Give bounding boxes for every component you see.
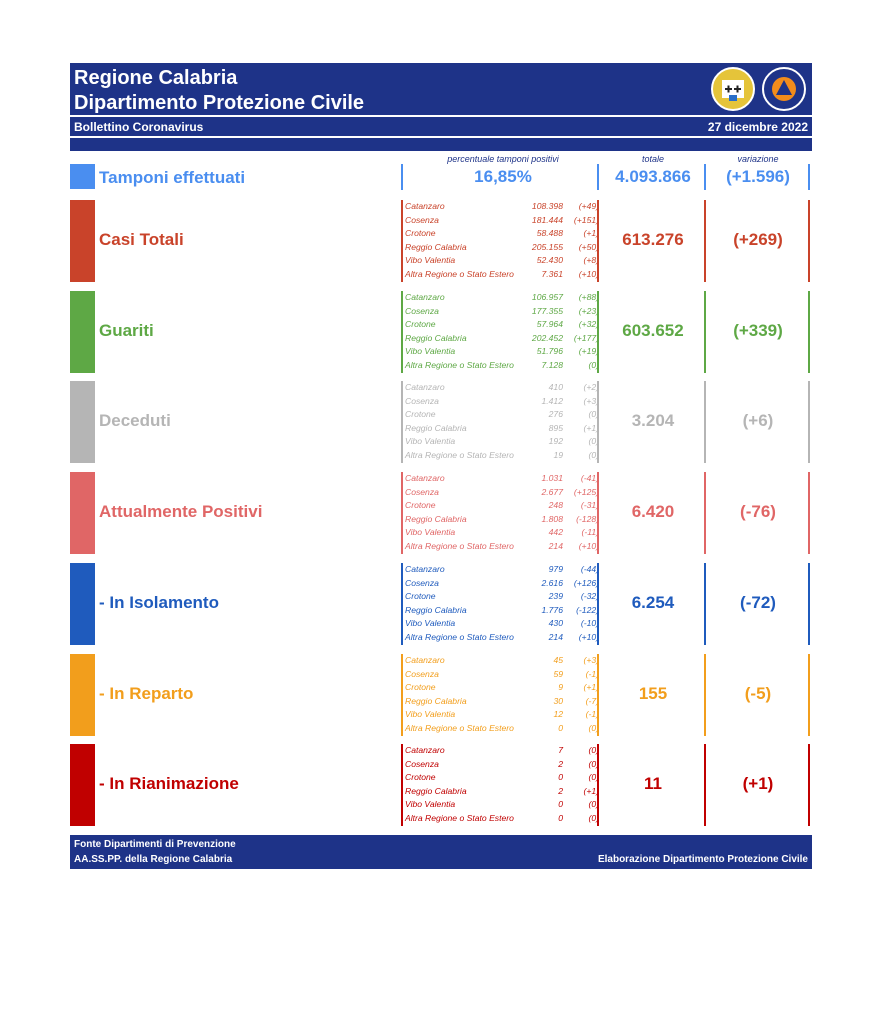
reparto-total: 155: [638, 684, 668, 703]
province-name: Crotone: [405, 409, 436, 419]
province-name: Cosenza: [405, 214, 439, 225]
province-value: 58.488: [536, 228, 563, 238]
province-delta: (+50): [578, 241, 599, 252]
breakdown-item: [405, 812, 601, 826]
province-value: 0: [558, 772, 563, 782]
breakdown-item: [405, 604, 601, 618]
province-name: Reggio Calabria: [405, 241, 467, 252]
header-strip: [70, 138, 812, 151]
guariti-breakdown: [405, 291, 601, 372]
province-delta: (+151): [573, 214, 599, 225]
province-delta: (0): [588, 436, 599, 446]
reparto-label: - In Reparto: [99, 684, 194, 703]
province-value: 442: [548, 527, 563, 537]
breakdown-item: [405, 318, 601, 332]
province-delta: (+10): [578, 540, 599, 551]
province-delta: (-32): [580, 591, 599, 601]
province-name: Reggio Calabria: [405, 785, 467, 796]
breakdown-item: [405, 577, 601, 591]
province-name: Crotone: [405, 682, 436, 692]
province-name: Cosenza: [405, 486, 439, 497]
protezione-civile-logo-icon: [762, 67, 806, 111]
province-delta: (0): [588, 359, 599, 370]
province-delta: (-7): [585, 695, 599, 706]
province-name: Altra Regione o Stato Estero: [405, 449, 514, 460]
province-delta: (0): [588, 449, 599, 460]
reparto-variation: (-5): [744, 684, 772, 703]
province-name: Catanzaro: [405, 292, 445, 302]
province-delta: (-128): [576, 513, 599, 524]
guariti-total: 603.652: [622, 321, 684, 340]
breakdown-item: [405, 305, 601, 319]
casi-variation: (+269): [733, 230, 783, 249]
province-delta: (+10): [578, 631, 599, 642]
province-name: Catanzaro: [405, 655, 445, 665]
breakdown-item: [405, 345, 601, 359]
tamponi-percent: 16,85%: [474, 167, 532, 186]
province-delta: (0): [588, 799, 599, 809]
breakdown-item: [405, 254, 601, 268]
province-delta: (+1): [583, 785, 599, 796]
province-name: Altra Regione o Stato Estero: [405, 268, 514, 279]
positivi-row: [70, 472, 812, 554]
province-value: 192: [548, 436, 563, 446]
breakdown-item: [405, 332, 601, 346]
breakdown-item: [405, 513, 601, 527]
province-delta: (0): [588, 812, 599, 823]
breakdown-item: [405, 408, 601, 422]
bulletin-date: 27 dicembre 2022: [707, 120, 808, 134]
breakdown-item: [405, 540, 601, 554]
col-header-percent: percentuale tamponi positivi: [447, 154, 559, 164]
province-delta: (+32): [578, 319, 599, 329]
province-name: Crotone: [405, 500, 436, 510]
breakdown-item: [405, 241, 601, 255]
province-delta: (+19): [578, 346, 599, 356]
positivi-variation: (-76): [740, 502, 776, 521]
province-value: 57.964: [536, 319, 563, 329]
province-delta: (-10): [580, 618, 599, 628]
province-delta: (+88): [578, 292, 599, 302]
breakdown-item: [405, 631, 601, 645]
guariti-variation: (+339): [733, 321, 783, 340]
breakdown-item: [405, 654, 601, 668]
province-value: 214: [548, 540, 563, 551]
province-name: Crotone: [405, 772, 436, 782]
divider: [401, 164, 403, 190]
rianimazione-total: 11: [644, 774, 662, 793]
province-delta: (0): [588, 745, 599, 755]
breakdown-item: [405, 435, 601, 449]
divider: [401, 381, 403, 463]
province-name: Vibo Valentia: [405, 799, 456, 809]
breakdown-item: [405, 359, 601, 373]
breakdown-item: [405, 472, 601, 486]
province-name: Cosenza: [405, 305, 439, 316]
province-name: Cosenza: [405, 668, 439, 679]
province-name: Cosenza: [405, 395, 439, 406]
isolamento-total: 6.254: [631, 593, 675, 612]
province-delta: (+49): [578, 201, 599, 211]
province-delta: (-122): [576, 604, 599, 615]
province-delta: (+2): [583, 382, 599, 392]
province-delta: (0): [588, 722, 599, 733]
casi-row: [70, 200, 812, 282]
rianimazione-breakdown: [405, 744, 601, 825]
header-subbar: [70, 117, 812, 136]
province-name: Cosenza: [405, 758, 439, 769]
isolamento-label: - In Isolamento: [99, 593, 219, 612]
province-name: Altra Regione o Stato Estero: [405, 722, 514, 733]
breakdown-item: [405, 563, 601, 577]
divider: [808, 164, 810, 190]
breakdown-item: [405, 617, 601, 631]
bulletin-title: Bollettino Coronavirus: [74, 120, 204, 134]
deceduti-swatch: [70, 381, 95, 463]
province-name: Reggio Calabria: [405, 695, 467, 706]
isolamento-variation: (-72): [740, 593, 776, 612]
province-delta: (-44): [580, 564, 599, 574]
province-value: 7: [558, 745, 563, 755]
province-delta: (0): [588, 758, 599, 769]
province-value: 214: [548, 631, 563, 642]
divider: [401, 563, 403, 645]
province-value: 12: [553, 709, 563, 719]
province-value: 1.808: [541, 513, 563, 524]
province-delta: (-41): [580, 473, 599, 483]
regione-calabria-crest-icon: [711, 67, 755, 111]
header-title-line2: Dipartimento Protezione Civile: [74, 92, 365, 114]
province-name: Cosenza: [405, 577, 439, 588]
breakdown-item: [405, 708, 601, 722]
province-name: Reggio Calabria: [405, 604, 467, 615]
divider: [401, 291, 403, 373]
breakdown-item: [405, 200, 601, 214]
divider: [401, 200, 403, 282]
tamponi-total: 4.093.866: [615, 167, 691, 186]
breakdown-item: [405, 722, 601, 736]
province-value: 7.361: [541, 268, 563, 279]
province-value: 7.128: [541, 359, 563, 370]
positivi-swatch: [70, 472, 95, 554]
province-name: Crotone: [405, 228, 436, 238]
province-delta: (+1): [583, 228, 599, 238]
province-value: 108.398: [531, 201, 563, 211]
divider: [597, 164, 599, 190]
province-delta: (+1): [583, 422, 599, 433]
province-value: 2: [558, 758, 563, 769]
province-delta: (-1): [585, 709, 599, 719]
deceduti-row: [70, 381, 812, 463]
casi-breakdown: [405, 200, 601, 281]
tamponi-variation: (+1.596): [726, 167, 790, 186]
province-value: 205.155: [531, 241, 563, 252]
province-name: Altra Regione o Stato Estero: [405, 359, 514, 370]
province-value: 2: [558, 785, 563, 796]
breakdown-item: [405, 695, 601, 709]
province-delta: (-31): [580, 500, 599, 510]
province-value: 276: [548, 409, 563, 419]
breakdown-item: [405, 449, 601, 463]
casi-swatch: [70, 200, 95, 282]
province-name: Vibo Valentia: [405, 618, 456, 628]
positivi-label: Attualmente Positivi: [99, 502, 263, 521]
province-name: Altra Regione o Stato Estero: [405, 540, 514, 551]
province-delta: (0): [588, 409, 599, 419]
breakdown-item: [405, 785, 601, 799]
positivi-total: 6.420: [631, 502, 675, 521]
province-value: 0: [558, 722, 563, 733]
deceduti-variation: (+6): [742, 411, 774, 430]
province-name: Vibo Valentia: [405, 255, 456, 265]
col-header-variation: variazione: [737, 154, 779, 164]
province-value: 410: [548, 382, 563, 392]
province-name: Reggio Calabria: [405, 513, 467, 524]
province-name: Vibo Valentia: [405, 436, 456, 446]
province-name: Vibo Valentia: [405, 527, 456, 537]
guariti-swatch: [70, 291, 95, 373]
breakdown-item: [405, 758, 601, 772]
rianimazione-row: [70, 744, 812, 826]
province-name: Crotone: [405, 591, 436, 601]
province-name: Catanzaro: [405, 473, 445, 483]
province-name: Reggio Calabria: [405, 422, 467, 433]
province-delta: (+10): [578, 268, 599, 279]
province-value: 2.616: [541, 577, 563, 588]
province-name: Altra Regione o Stato Estero: [405, 631, 514, 642]
rianimazione-variation: (+1): [742, 774, 774, 793]
divider: [401, 744, 403, 826]
breakdown-item: [405, 668, 601, 682]
province-value: 181.444: [531, 214, 563, 225]
isolamento-row: [70, 563, 812, 645]
divider: [401, 472, 403, 554]
province-name: Reggio Calabria: [405, 332, 467, 343]
province-delta: (0): [588, 772, 599, 782]
guariti-row: [70, 291, 812, 373]
province-name: Vibo Valentia: [405, 709, 456, 719]
breakdown-item: [405, 526, 601, 540]
deceduti-breakdown: [405, 381, 601, 462]
deceduti-total: 3.204: [631, 411, 675, 430]
province-delta: (+3): [583, 655, 599, 665]
rianimazione-label: - In Rianimazione: [99, 774, 239, 793]
footer-source-line1: Fonte Dipartimenti di Prevenzione: [74, 839, 236, 850]
breakdown-item: [405, 744, 601, 758]
province-value: 52.430: [536, 255, 563, 265]
province-delta: (+3): [583, 395, 599, 406]
rianimazione-swatch: [70, 744, 95, 826]
breakdown-item: [405, 395, 601, 409]
province-delta: (+125): [573, 486, 599, 497]
breakdown-item: [405, 381, 601, 395]
reparto-breakdown: [405, 654, 601, 735]
province-value: 248: [548, 500, 563, 510]
province-value: 1.776: [541, 604, 563, 615]
province-delta: (-11): [581, 527, 599, 537]
divider: [401, 654, 403, 736]
breakdown-item: [405, 214, 601, 228]
province-value: 2.677: [541, 486, 563, 497]
breakdown-item: [405, 798, 601, 812]
province-name: Vibo Valentia: [405, 346, 456, 356]
province-delta: (+177): [573, 332, 599, 343]
province-name: Catanzaro: [405, 382, 445, 392]
province-value: 19: [553, 449, 563, 460]
province-value: 239: [548, 591, 563, 601]
province-name: Catanzaro: [405, 564, 445, 574]
tamponi-swatch: [70, 164, 95, 189]
province-delta: (+126): [573, 577, 599, 588]
footer-credit: Elaborazione Dipartimento Protezione Civile: [597, 854, 808, 865]
province-value: 895: [548, 422, 563, 433]
province-value: 9: [558, 682, 563, 692]
header-title-line1: Regione Calabria: [74, 67, 238, 89]
casi-label: Casi Totali: [99, 230, 184, 249]
footer-source-line2: AA.SS.PP. della Regione Calabria: [74, 854, 233, 865]
breakdown-item: [405, 681, 601, 695]
breakdown-item: [405, 486, 601, 500]
isolamento-breakdown: [405, 563, 601, 644]
province-value: 0: [558, 799, 563, 809]
breakdown-item: [405, 590, 601, 604]
province-name: Catanzaro: [405, 201, 445, 211]
isolamento-swatch: [70, 563, 95, 645]
tamponi-row: [70, 164, 812, 190]
breakdown-item: [405, 499, 601, 513]
province-name: Catanzaro: [405, 745, 445, 755]
province-value: 1.412: [541, 395, 563, 406]
breakdown-item: [405, 422, 601, 436]
breakdown-item: [405, 771, 601, 785]
province-value: 59: [553, 668, 563, 679]
reparto-row: [70, 654, 812, 736]
col-header-total: totale: [641, 154, 665, 164]
casi-total: 613.276: [622, 230, 684, 249]
deceduti-label: Deceduti: [99, 411, 171, 430]
province-value: 30: [553, 695, 563, 706]
province-value: 0: [558, 812, 563, 823]
province-name: Crotone: [405, 319, 436, 329]
tamponi-label: Tamponi effettuati: [99, 168, 246, 187]
province-delta: (+1): [583, 682, 599, 692]
province-value: 106.957: [531, 292, 563, 302]
positivi-breakdown: [405, 472, 601, 553]
province-value: 45: [553, 655, 563, 665]
province-name: Altra Regione o Stato Estero: [405, 812, 514, 823]
province-delta: (-1): [585, 668, 599, 679]
reparto-swatch: [70, 654, 95, 736]
footer-banner: [70, 835, 812, 869]
province-value: 430: [548, 618, 563, 628]
breakdown-item: [405, 227, 601, 241]
header-banner: [70, 63, 812, 115]
province-value: 177.355: [531, 305, 563, 316]
guariti-label: Guariti: [99, 321, 154, 340]
province-delta: (+8): [583, 255, 599, 265]
province-value: 1.031: [541, 473, 563, 483]
breakdown-item: [405, 291, 601, 305]
province-delta: (+23): [578, 305, 599, 316]
breakdown-item: [405, 268, 601, 282]
province-value: 202.452: [531, 332, 563, 343]
province-value: 51.796: [536, 346, 563, 356]
province-value: 979: [548, 564, 563, 574]
